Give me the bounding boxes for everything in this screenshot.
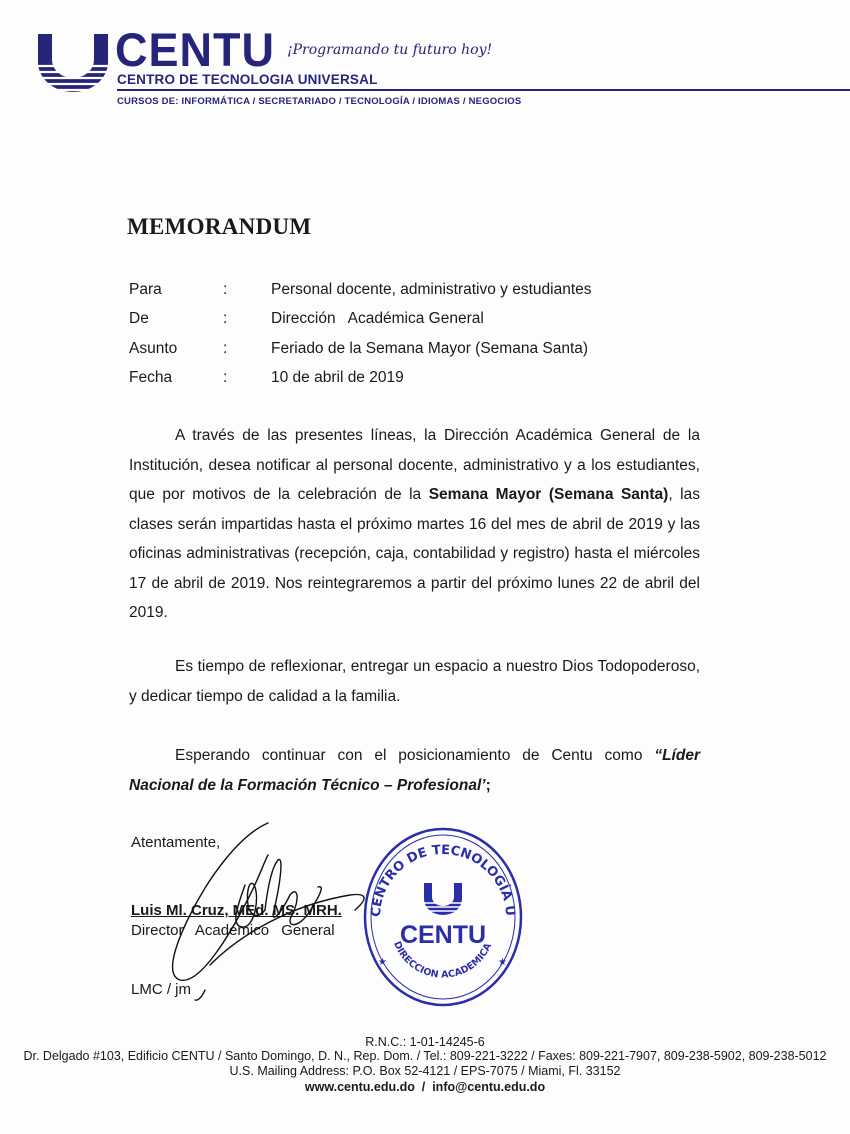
field-value: Dirección Académica General (271, 310, 484, 327)
body-text: A través de las presentes líneas, la Dirección Académica General de la Institución, desea notificar al personal docente, administrativo y a los estudiantes, que por motivos de la celebración de la (129, 427, 700, 503)
body-text: Esperando continuar con el posicionamiento de Centu como (175, 747, 655, 764)
footer-mailing-address: U.S. Mailing Address: P.O. Box 52-4121 / EPS-7075 / Miami, Fl. 33152 (229, 1064, 621, 1078)
field-value: 10 de abril de 2019 (271, 369, 404, 386)
centu-logo-icon (34, 30, 112, 96)
body-text: Es tiempo de reflexionar, entregar un espacio a nuestro Dios Todopoderoso, y dedicar tiempo de calidad a la familia. (129, 658, 700, 705)
memo-title: MEMORANDUM (127, 214, 312, 239)
svg-text:DIRECCION ACADEMICA: DIRECCION ACADEMICA (391, 939, 495, 981)
signer-name: Luis Ml. Cruz, MEd. MS. MRH. (131, 902, 342, 919)
field-label: Fecha (129, 369, 173, 386)
courses-line: CURSOS DE: INFORMÁTICA / SECRETARIADO / TECNOLOGÍA / IDIOMAS / NEGOCIOS (117, 96, 522, 107)
footer-rnc: R.N.C.: 1-01-14245-6 (365, 1035, 485, 1049)
field-colon: : (223, 310, 228, 327)
brand-name: CENTU (115, 22, 275, 77)
svg-text:★: ★ (378, 957, 387, 968)
field-value: Personal docente, administrativo y estudiantes (271, 281, 592, 298)
slogan: ¡Programando tu futuro hoy! (287, 42, 493, 58)
body-bold-text: Semana Mayor (Semana Santa) (428, 486, 669, 503)
body-text: , las clases serán impartidas hasta el próximo martes 16 del mes de abril de 2019 y las oficinas administrativas (recepción, caja, contabilidad y registro) hasta el miércoles 17 de abril de 2019. Nos reintegraremos a partir del próximo lunes 22 de abril del 2019. (129, 486, 700, 621)
motto-quote: “Líder Nacional de la Formación Técnico – Profesional’ (129, 747, 700, 794)
svg-text:★: ★ (498, 957, 507, 968)
field-colon: : (223, 369, 228, 386)
field-label: Para (129, 281, 162, 298)
field-label: De (129, 310, 149, 327)
field-colon: : (223, 281, 228, 298)
svg-text:CENTRO DE TECNOLOGÍA UNIVERSAL: CENTRO DE TECNOLOGÍA U (368, 842, 518, 918)
body-paragraph-3 (129, 741, 700, 800)
footer-address: Dr. Delgado #103, Edificio CENTU / Santo Domingo, D. N., Rep. Dom. / Tel.: 809-221-3222 / Faxes: 809-221-7907, 809-238-5902, 809-238-5012 (23, 1049, 827, 1063)
body-paragraph-1 (129, 421, 700, 628)
field-colon: : (223, 340, 228, 357)
header-divider (117, 89, 850, 91)
svg-text:CENTU: CENTU (399, 921, 487, 949)
reference-initials: LMC / jm (131, 981, 191, 998)
handwritten-signature (150, 815, 390, 1005)
closing-greeting: Atentamente, (131, 834, 221, 851)
brand-full-name: CENTRO DE TECNOLOGIA UNIVERSAL (117, 72, 378, 87)
body-paragraph-2 (129, 652, 700, 711)
field-label: Asunto (129, 340, 178, 357)
field-value: Feriado de la Semana Mayor (Semana Santa) (271, 340, 589, 357)
body-text: ; (485, 776, 491, 794)
signer-title: Director Académico General (131, 922, 335, 939)
footer-web-links[interactable]: www.centu.edu.do / info@centu.edu.do (304, 1080, 546, 1094)
official-seal-stamp (362, 825, 524, 1010)
